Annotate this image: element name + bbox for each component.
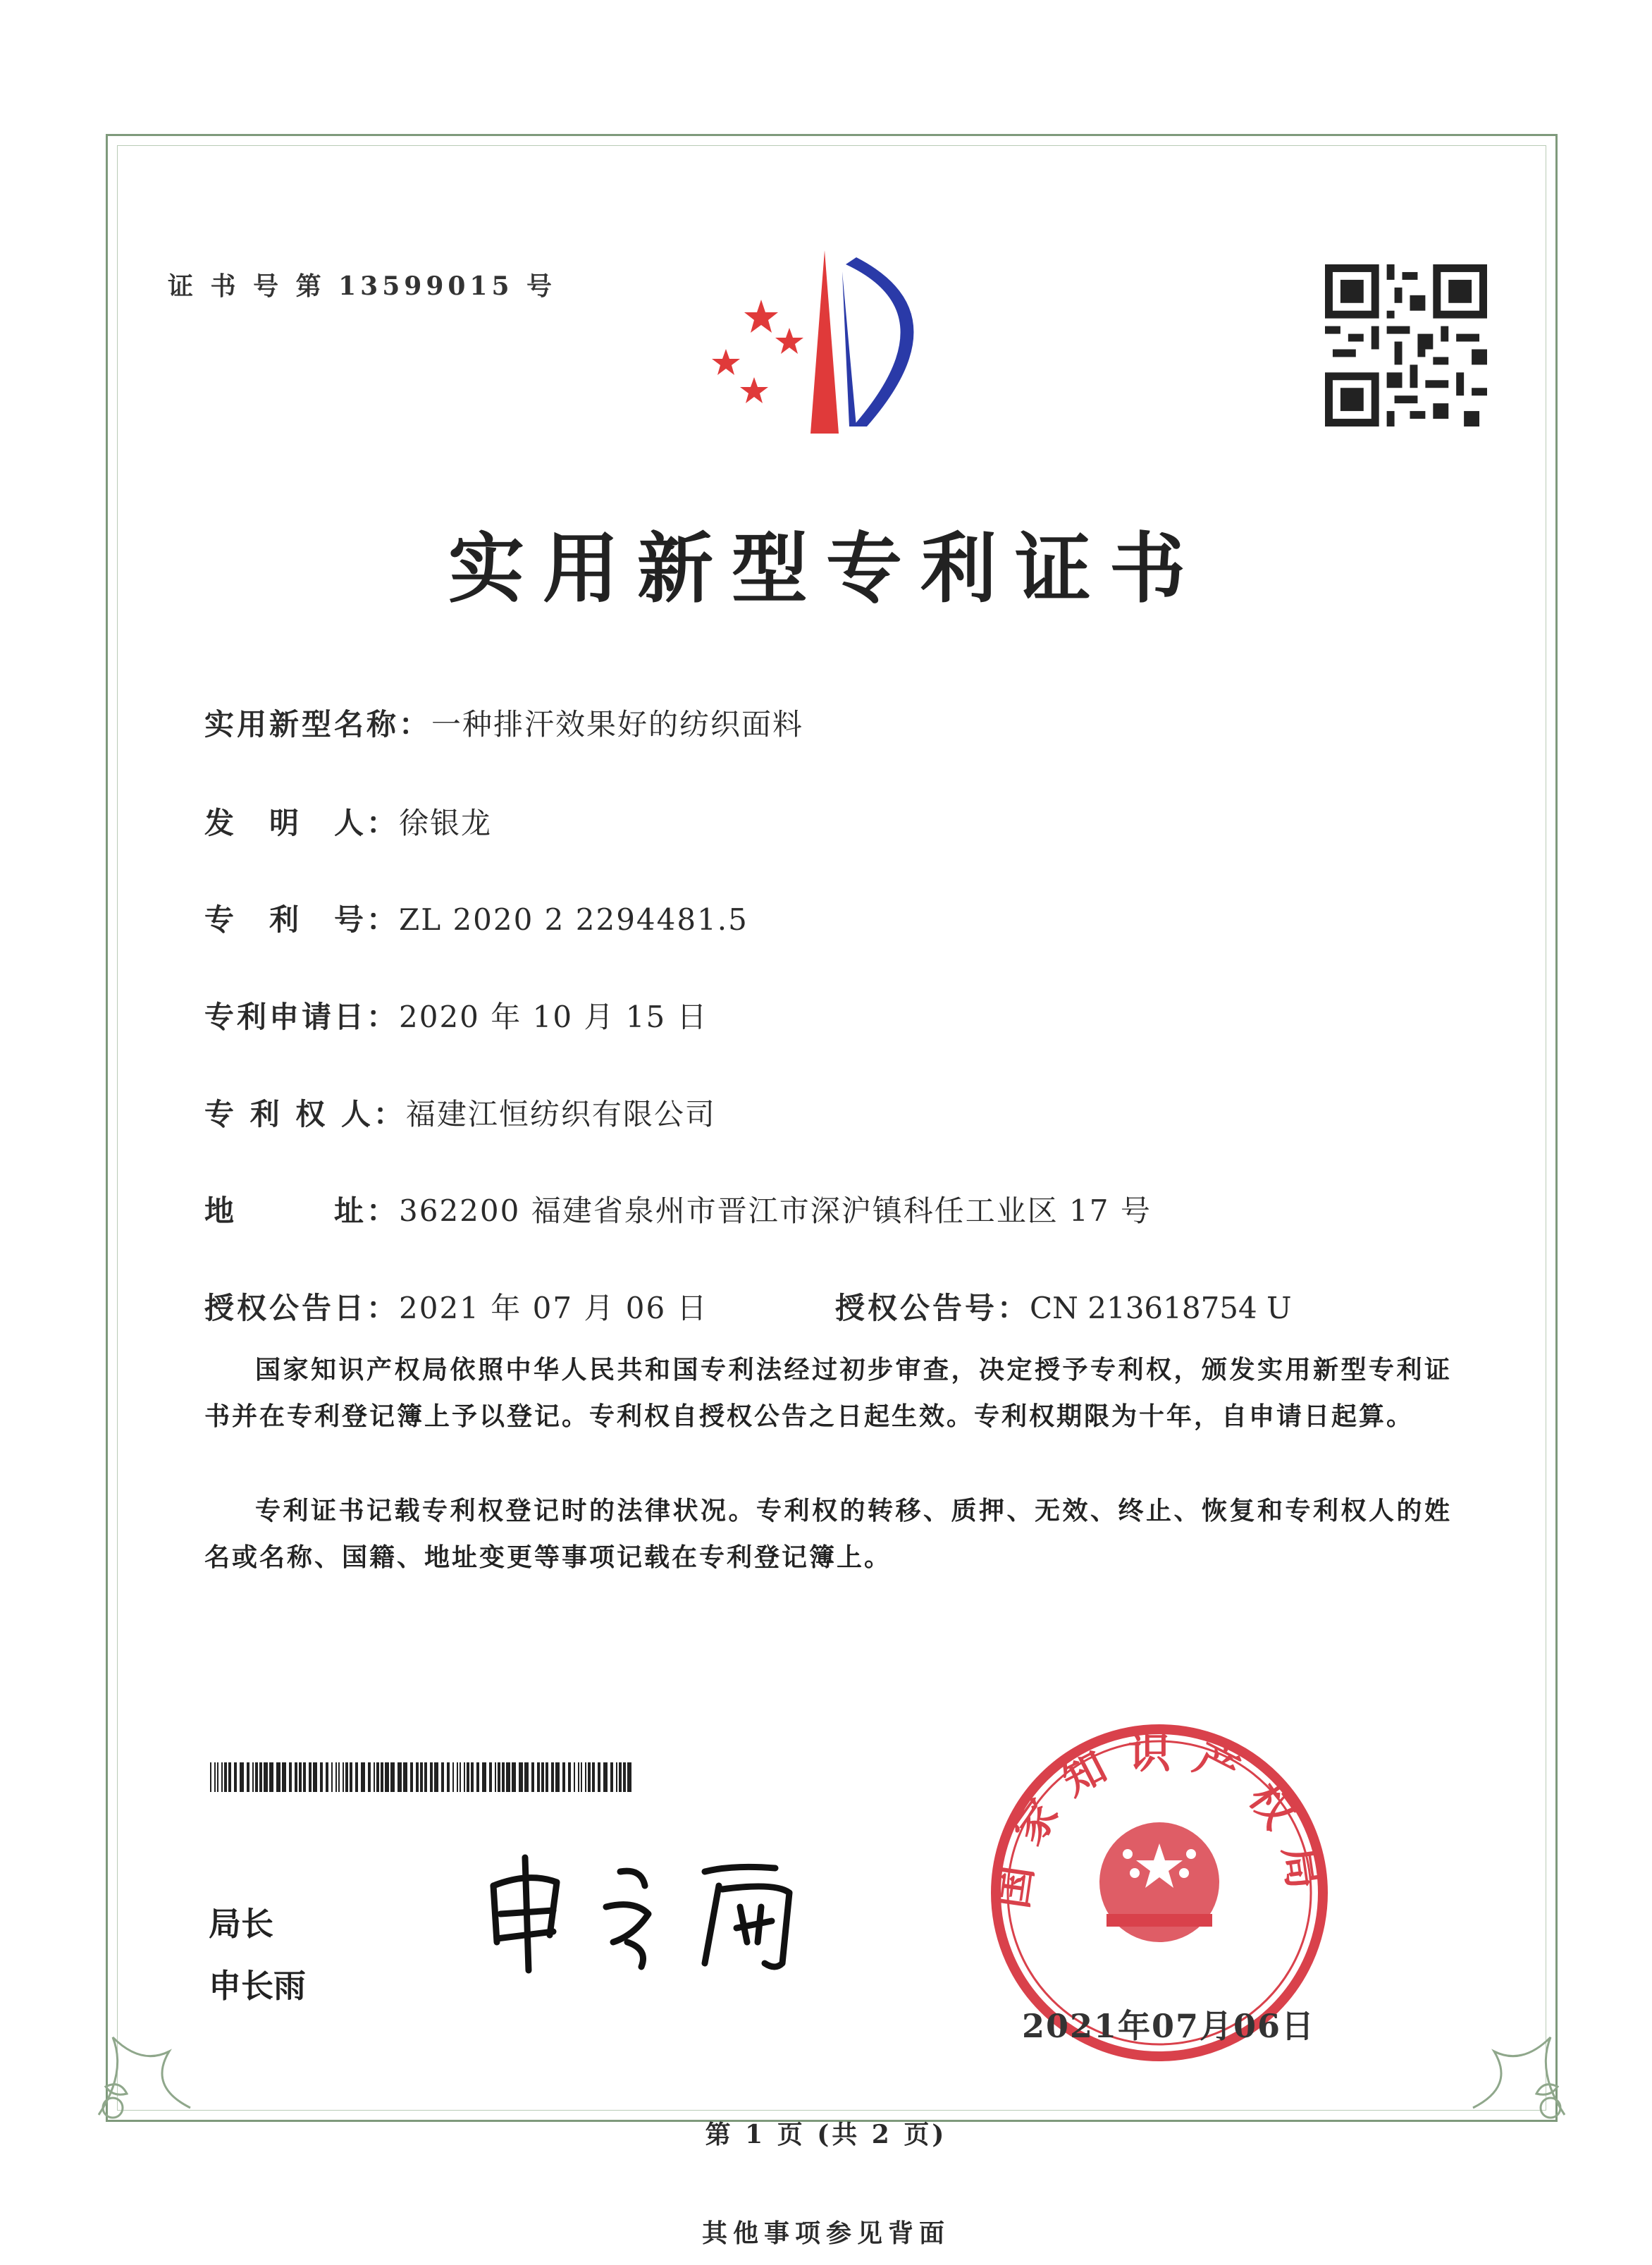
patent-office-logo — [705, 250, 958, 448]
document-title: 实用新型专利证书 — [448, 524, 1204, 613]
certificate-number: 证 书 号 第 13599015 号 — [168, 271, 557, 301]
inventor-value: 徐银龙 — [399, 806, 493, 840]
address-row — [204, 1188, 1152, 1230]
utility-model-name-row — [204, 701, 803, 744]
director-signature — [479, 1843, 846, 1977]
seal-date: 2021年07月06日 — [1022, 2007, 1316, 2045]
patent-number-value: ZL 2020 2 2294481.5 — [399, 902, 748, 937]
inventor-label: 发 明 人： — [204, 806, 400, 840]
body-paragraph-1: 国家知识产权局依照中华人民共和国专利法经过初步审查，决定授予专利权，颁发实用新型专利证书并在专利登记簿上予以登记。专利权自授权公告之日起生效。专利权期限为十年，自申请日起算。 — [204, 1355, 1452, 1431]
inventor-row — [204, 800, 492, 842]
barcode — [210, 1762, 633, 1792]
patentee-value: 福建江恒纺织有限公司 — [405, 1097, 716, 1131]
grant-number-row — [835, 1285, 1292, 1327]
page-number: 第 1 页 (共 2 页) — [705, 2120, 947, 2149]
grant-number-value: CN 213618754 U — [1030, 1291, 1292, 1325]
utility-model-name-value: 一种排汗效果好的纺织面料 — [431, 707, 804, 742]
corner-ornament-left — [85, 1988, 226, 2129]
qr-code — [1325, 264, 1487, 426]
address-label: 地 址： — [204, 1193, 400, 1228]
patentee-label: 专 利 权 人： — [204, 1097, 406, 1131]
patent-number-row — [204, 897, 748, 939]
grant-date-value: 2021 年 07 月 06 日 — [399, 1291, 708, 1325]
patent-number-label: 专 利 号： — [204, 902, 400, 937]
seal-text: 国家知识产权局 — [987, 1729, 1331, 1912]
application-date-label: 专利申请日： — [204, 1000, 400, 1034]
director-title: 局长 — [209, 1905, 273, 1943]
application-date-row — [204, 994, 708, 1036]
corner-ornament-right — [1438, 1988, 1579, 2129]
address-value: 362200 福建省泉州市晋江市深沪镇科任工业区 17 号 — [399, 1193, 1152, 1228]
grant-date-label: 授权公告日： — [204, 1291, 400, 1325]
footer-note: 其他事项参见背面 — [701, 2218, 950, 2248]
patentee-row — [204, 1091, 716, 1134]
director-block — [209, 1893, 306, 2017]
body-paragraph-2: 专利证书记载专利权登记时的法律状况。专利权的转移、质押、无效、终止、恢复和专利权人的姓名或名称、国籍、地址变更等事项记载在专利登记簿上。 — [204, 1496, 1452, 1572]
grant-date-row — [204, 1285, 708, 1327]
utility-model-name-label: 实用新型名称： — [204, 707, 432, 742]
director-name: 申长雨 — [209, 1967, 306, 2005]
application-date-value: 2020 年 10 月 15 日 — [399, 1000, 708, 1034]
grant-number-label: 授权公告号： — [835, 1291, 1030, 1325]
